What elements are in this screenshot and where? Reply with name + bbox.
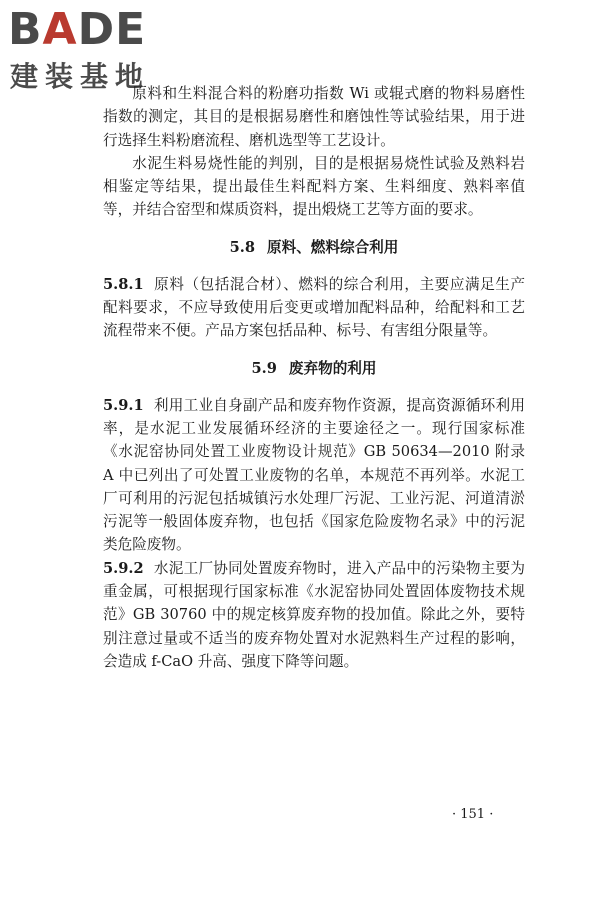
clause-text: 水泥工厂协同处置废弃物时，进入产品中的污染物主要为重金属，可根据现行国家标准《水泥窑协同处置固体废物技术规范》GB 30760 中的规定核算废弃物的投加值。除此之外，要特别注意过量或不适当的废弃物处置对水泥熟料生产过程的影响，会造成 f-CaO 升高、强度下降等问题。 (103, 559, 525, 670)
clause-number: 5.8.1 (103, 275, 144, 293)
section-heading-5-9 (103, 357, 525, 380)
page-content (103, 82, 525, 673)
paragraph-burnability: 水泥生料易烧性能的判别，目的是根据易烧性试验及熟料岩相鉴定等结果，提出最佳生料配料方案、生料细度、熟料率值等，并结合窑型和煤质资料，提出煅烧工艺等方面的要求。 (103, 154, 525, 219)
paragraph-grindability: 原料和生料混合料的粉磨功指数 Wi 或辊式磨的物料易磨性指数的测定，其目的是根据易磨性和磨蚀性等试验结果，用于进行选择生料粉磨流程、磨机选型等工艺设计。 (103, 85, 525, 149)
clause-text: 原料（包括混合材）、燃料的综合利用，主要应满足生产配料要求，不应导致使用后变更或增加配料品种，给配料和工艺流程带来不便。产品方案包括品种、标号、有害组分限量等。 (103, 275, 525, 340)
section-heading-5-8 (103, 236, 525, 259)
section-number: 5.8 (229, 238, 256, 256)
clause-5-9-1 (103, 394, 525, 557)
clause-text: 利用工业自身副产品和废弃物作资源，提高资源循环利用率，是水泥工业发展循环经济的主要途径之一。现行国家标准《水泥窑协同处置工业废物设计规范》GB 50634—2010 附录 A 中已列出了可处置工业废物的名单，本规范不再列举。水泥工厂可利用的污泥包括城镇污水处理厂污泥、工业污泥、河道清淤污泥等一般固体废弃物，也包括《国家危险废物名录》中的污泥类危险废物。 (103, 396, 525, 554)
section-title: 原料、燃料综合利用 (267, 238, 399, 256)
logo-wordmark (8, 6, 146, 54)
section-number: 5.9 (251, 359, 277, 377)
logo-letter-a-accent: A (42, 4, 78, 55)
logo-letters-de: DE (77, 4, 147, 55)
clause-5-8-1 (103, 273, 525, 343)
clause-number: 5.9.2 (103, 559, 144, 577)
logo-letter-b: B (8, 4, 43, 55)
clause-5-9-2 (103, 557, 525, 673)
section-title: 废弃物的利用 (288, 359, 377, 377)
logo-subtitle: 建装基地 (10, 60, 151, 93)
clause-number: 5.9.1 (103, 396, 144, 414)
page-number: · 151 · (452, 807, 494, 822)
